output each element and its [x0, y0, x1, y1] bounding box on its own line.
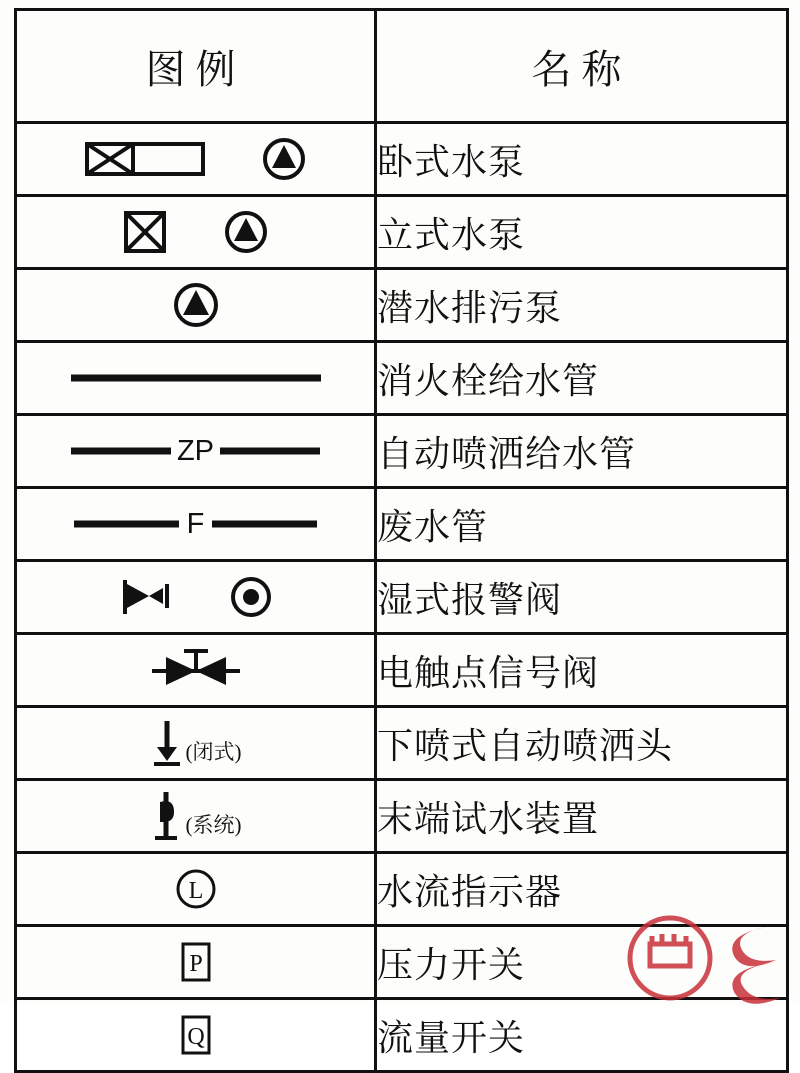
symbol-cell-pump-vertical [16, 196, 376, 269]
symbol-cell-pressure-switch [16, 926, 376, 999]
pump-circle-triangle-icon [172, 281, 220, 329]
header-label-name: 名称 [531, 46, 632, 92]
name-cell: 末端试水装置 [376, 780, 788, 853]
name-cell: 潜水排污泵 [376, 269, 788, 342]
name-cell: 压力开关 [376, 926, 788, 999]
symbol-cell-wet-alarm-valve [16, 561, 376, 634]
table-header-row [16, 10, 788, 123]
legend-table [14, 8, 789, 1073]
table-row [16, 999, 788, 1072]
circle-letter-icon [173, 866, 219, 912]
symbol-cell-pump-horizontal [16, 123, 376, 196]
pressure-dot-icon [229, 575, 273, 619]
name-cell: 废水管 [376, 488, 788, 561]
pipe-line-icon [220, 441, 320, 461]
box-letter-icon [176, 1013, 216, 1057]
pipe-line-icon [71, 441, 171, 461]
symbol-cell-pipe-plain [16, 342, 376, 415]
name-cell: 湿式报警阀 [376, 561, 788, 634]
table-row [16, 780, 788, 853]
box-letter-icon [176, 940, 216, 984]
test-water-note: (系统) [185, 813, 242, 837]
pump-circle-triangle-icon [223, 209, 269, 255]
svg-text:Q: Q [186, 1024, 205, 1050]
pipe-line-icon [74, 514, 179, 534]
table-row [16, 123, 788, 196]
name-cell: 电触点信号阀 [376, 634, 788, 707]
pipe-line-icon [71, 368, 321, 388]
alarm-valve-icon [119, 574, 173, 620]
header-cell-symbol [16, 10, 376, 123]
symbol-cell-flow-switch [16, 999, 376, 1072]
symbol-cell-sprinkler-down [16, 707, 376, 780]
table-row [16, 196, 788, 269]
table-row [16, 415, 788, 488]
name-cell: 卧式水泵 [376, 123, 788, 196]
symbol-cell-contact-signal-valve [16, 634, 376, 707]
symbol-cell-pipe-zp [16, 415, 376, 488]
symbol-cell-pipe-f [16, 488, 376, 561]
pump-vertical-square-icon [123, 210, 167, 254]
pipe-label: ZP [176, 434, 215, 467]
table-row [16, 269, 788, 342]
name-cell: 消火栓给水管 [376, 342, 788, 415]
table-row [16, 561, 788, 634]
table-row [16, 342, 788, 415]
name-cell: 自动喷洒给水管 [376, 415, 788, 488]
name-cell: 流量开关 [376, 999, 788, 1072]
pipe-label: F [186, 507, 205, 540]
header-label-symbol: 图例 [145, 46, 246, 92]
svg-text:L: L [188, 878, 203, 904]
pump-horizontal-icon [85, 138, 205, 180]
svg-text:P: P [188, 951, 203, 977]
sprinkler-note: (闭式) [185, 740, 242, 764]
table-row [16, 707, 788, 780]
pipe-line-icon [212, 514, 317, 534]
table-row [16, 853, 788, 926]
table-row [16, 488, 788, 561]
pump-circle-triangle-icon [261, 136, 307, 182]
symbol-cell-flow-indicator [16, 853, 376, 926]
symbol-cell-pump-submersible [16, 269, 376, 342]
symbol-cell-test-water-device [16, 780, 376, 853]
table-row [16, 634, 788, 707]
name-cell: 下喷式自动喷洒头 [376, 707, 788, 780]
sprinkler-down-icon [150, 717, 184, 769]
name-cell: 立式水泵 [376, 196, 788, 269]
name-cell: 水流指示器 [376, 853, 788, 926]
table-row [16, 926, 788, 999]
test-water-device-icon [150, 788, 184, 844]
header-cell-name [376, 10, 788, 123]
signal-valve-icon [148, 645, 244, 695]
